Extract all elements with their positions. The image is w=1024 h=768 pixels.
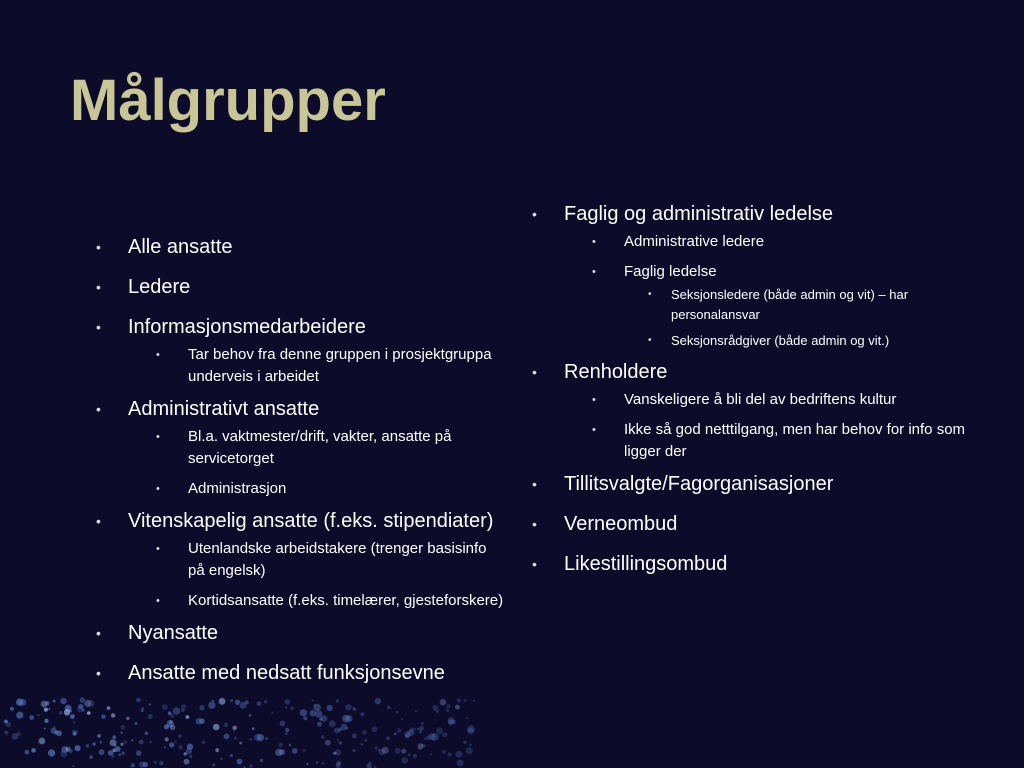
decor-dot — [170, 725, 176, 731]
decor-dot — [19, 699, 26, 706]
sub-sub-list-item-text: • Seksjonsledere (både admin og vit) – har personalansvar — [671, 287, 909, 322]
decor-dot — [419, 730, 422, 733]
sub-list-item — [128, 590, 506, 612]
decor-dot — [432, 705, 438, 711]
list-item-text: • Verneombud — [564, 513, 678, 535]
decor-dot — [249, 714, 252, 717]
decor-dot — [360, 743, 363, 746]
list-item-text: • Informasjonsmedarbeidere — [128, 316, 366, 338]
decor-dot — [165, 737, 169, 741]
decor-dot — [337, 739, 339, 741]
decor-dot — [466, 717, 468, 719]
decor-dot — [271, 711, 273, 713]
decor-dot — [16, 732, 20, 736]
decor-dot — [415, 710, 417, 712]
decor-dot — [466, 747, 473, 754]
decor-dot — [333, 752, 336, 755]
decor-dot — [369, 761, 371, 763]
list-item-text: • Likestillingsombud — [564, 553, 728, 575]
decor-dot — [442, 732, 447, 737]
decor-dot — [378, 749, 380, 751]
decor-dot — [215, 748, 219, 752]
sub-sub-list-item — [564, 285, 972, 325]
decor-dot — [265, 737, 268, 740]
decor-dot — [181, 708, 185, 712]
decor-dot — [37, 714, 40, 717]
decor-dot — [64, 709, 70, 715]
slide-title: Målgrupper — [70, 68, 386, 133]
decor-dot — [186, 715, 190, 719]
decor-dot — [70, 714, 75, 719]
sub-list-item-text: • Ikke så god netttilgang, men har behov for info som ligger der — [624, 421, 966, 460]
decor-dot — [233, 730, 235, 732]
decor-dot — [159, 761, 163, 765]
decor-dot — [168, 711, 172, 715]
decor-dot — [184, 759, 190, 765]
decor-dot — [120, 732, 122, 734]
decor-dot — [463, 741, 466, 744]
decor-dot — [285, 728, 289, 732]
decor-dot — [131, 763, 135, 767]
list-item — [532, 357, 972, 463]
decor-dot — [145, 731, 149, 735]
decor-dot — [235, 699, 240, 704]
decor-dot — [316, 761, 319, 764]
decor-dot — [397, 728, 401, 732]
decor-dot — [112, 735, 116, 739]
decor-dot — [245, 700, 249, 704]
right-column — [532, 199, 972, 589]
list-item — [532, 199, 972, 351]
decor-dot — [212, 764, 215, 767]
sub-list-item-text: • Kortidsansatte (f.eks. timelærer, gjesteforskere) — [188, 592, 504, 609]
decor-dot — [339, 741, 342, 744]
decor-dot — [352, 707, 356, 711]
decor-dot — [395, 748, 401, 754]
sub-sub-list-item — [564, 331, 972, 351]
decor-dot — [164, 746, 166, 748]
list-item — [96, 232, 506, 262]
sub-list-item — [564, 419, 972, 463]
decor-dot — [149, 741, 151, 743]
decor-dot — [101, 715, 105, 719]
decor-dot — [306, 763, 309, 766]
decor-dot — [224, 723, 228, 727]
decor-dot — [364, 739, 367, 742]
decor-dot — [446, 704, 450, 708]
decor-dot — [362, 730, 367, 735]
list-item-text: • Alle ansatte — [128, 236, 233, 258]
decor-dot — [375, 698, 381, 704]
decor-dot — [442, 750, 446, 754]
decor-dot — [139, 762, 145, 768]
decor-dot — [99, 741, 102, 744]
decor-dot — [239, 742, 242, 745]
decor-dot — [224, 734, 230, 740]
decor-dot — [417, 743, 423, 749]
decor-dot — [131, 739, 133, 741]
decor-dot — [292, 748, 298, 754]
decor-dot — [120, 725, 125, 730]
decor-dot — [124, 741, 127, 744]
decor-dot — [178, 734, 181, 737]
decor-dot — [136, 750, 142, 756]
sub-list-item-text: • Bl.a. vaktmester/drift, vakter, ansatte på servicetorget — [188, 428, 452, 467]
decor-dot — [329, 720, 336, 727]
list-item-text: • Administrativt ansatte — [128, 398, 320, 420]
decor-dot — [44, 728, 46, 730]
decor-dot — [183, 752, 187, 756]
decor-dot — [141, 709, 144, 712]
decor-dot — [387, 706, 391, 710]
decor-dot — [419, 726, 424, 731]
decor-dot — [111, 713, 115, 717]
decor-dot — [408, 754, 411, 757]
decor-dot — [372, 726, 378, 732]
sub-list-item — [128, 344, 506, 388]
decor-dot — [401, 757, 408, 764]
sub-list-item-text: • Tar behov fra denne gruppen i prosjektgruppa underveis i arbeidet — [188, 346, 492, 385]
decor-dot — [257, 734, 264, 741]
decor-dot — [312, 699, 314, 701]
list-item — [96, 312, 506, 388]
decor-dot — [87, 711, 91, 715]
sub-list-item-text: • Utenlandske arbeidstakere (trenger basisinfo på engelsk) — [188, 540, 487, 579]
decor-dot — [169, 742, 174, 747]
decor-dot — [162, 704, 168, 710]
decor-dot — [230, 699, 233, 702]
decor-dot — [325, 740, 331, 746]
decor-dot — [50, 728, 56, 734]
decor-dot — [455, 705, 460, 710]
decor-dot — [237, 759, 243, 765]
decor-dot — [338, 728, 341, 731]
decor-dot — [174, 741, 176, 743]
decor-dot — [97, 734, 101, 738]
decor-dot — [148, 714, 153, 719]
decor-dot — [77, 706, 84, 713]
decor-dot — [164, 724, 169, 729]
decor-dot — [336, 761, 341, 766]
decor-dot — [446, 709, 450, 713]
decor-dot — [220, 758, 223, 761]
decor-dot — [405, 734, 410, 739]
decor-dot — [16, 712, 23, 719]
sub-list-item-text: • Vanskeligere å bli del av bedriftens kultur — [624, 391, 897, 408]
decor-dot — [154, 761, 157, 764]
decor-dot — [414, 728, 416, 730]
sub-list-item — [564, 261, 972, 351]
decor-dot — [10, 707, 14, 711]
list-item — [96, 618, 506, 648]
sub-list-item-text: • Administrasjon — [188, 480, 287, 497]
decor-dot — [413, 754, 417, 758]
decor-dot — [4, 720, 8, 724]
list-item — [96, 658, 506, 688]
decor-dot — [219, 698, 226, 705]
decor-dot — [345, 704, 351, 710]
list-item — [96, 272, 506, 302]
decor-dot — [279, 749, 285, 755]
decor-dot — [41, 701, 48, 708]
decor-dot — [352, 733, 357, 738]
decor-dot — [322, 762, 325, 765]
decor-dot — [56, 730, 62, 736]
decor-dot — [80, 697, 85, 702]
decor-dot — [92, 742, 95, 745]
list-item-text: • Ansatte med nedsatt funksjonsevne — [128, 662, 445, 684]
sub-list-item — [564, 231, 972, 253]
decor-dot — [448, 719, 454, 725]
decor-dot — [289, 744, 292, 747]
decor-dot — [69, 749, 73, 753]
list-item-text: • Tillitsvalgte/Fagorganisasjoner — [564, 473, 834, 495]
decor-dot — [121, 743, 124, 746]
decor-dot — [249, 764, 253, 768]
list-item-text: • Nyansatte — [128, 622, 219, 644]
decor-dot — [336, 699, 339, 702]
decor-dot — [469, 743, 472, 746]
decor-dot — [149, 703, 151, 705]
decor-dot — [75, 745, 81, 751]
decor-dot — [212, 700, 214, 702]
decor-dot — [257, 701, 262, 706]
decor-dot — [353, 749, 356, 752]
decor-dot — [285, 732, 288, 735]
decor-dot — [436, 727, 443, 734]
decor-dot — [430, 753, 432, 755]
decor-dot — [199, 705, 204, 710]
sub-list-item — [128, 478, 506, 500]
decor-dot — [327, 705, 333, 711]
sub-list-item-text: • Administrative ledere — [624, 233, 765, 250]
decor-dot — [48, 708, 50, 710]
decor-dot — [39, 738, 46, 745]
decor-dot — [73, 721, 76, 724]
decor-dot — [139, 740, 144, 745]
decor-dot — [342, 715, 350, 723]
decor-dot — [264, 700, 268, 704]
sub-list-item — [564, 389, 972, 411]
list-item-text: • Vitenskapelig ansatte (f.eks. stipendiater) — [128, 510, 494, 532]
decor-dot — [367, 763, 372, 768]
list-item-text: • Renholdere — [564, 361, 668, 383]
decor-dot — [213, 724, 220, 731]
decor-dot — [208, 701, 215, 708]
decor-dot — [464, 699, 467, 702]
decor-dot — [115, 746, 121, 752]
decor-dot — [317, 722, 322, 727]
decor-dot — [303, 716, 307, 720]
decor-dot — [44, 719, 48, 723]
decor-dot — [99, 749, 105, 755]
decor-dot — [424, 738, 426, 740]
decor-dot — [230, 754, 233, 757]
decor-dot — [29, 715, 34, 720]
decor-dot — [87, 700, 94, 707]
decor-dot — [429, 733, 436, 740]
decor-dot — [421, 722, 424, 725]
decor-dot — [136, 698, 141, 703]
decor-dot — [86, 744, 90, 748]
decor-dot — [178, 745, 182, 749]
decor-dot — [396, 711, 399, 714]
decor-dot — [467, 725, 474, 732]
decor-dot — [199, 718, 205, 724]
decor-dot — [291, 706, 294, 709]
decor-dot — [69, 710, 72, 713]
decor-dot — [234, 737, 237, 740]
decor-dot — [25, 750, 30, 755]
decor-dot — [457, 760, 464, 767]
sub-sub-list-item-text: • Seksjonsrådgiver (både admin og vit.) — [671, 333, 890, 348]
decor-dot — [455, 751, 462, 758]
sub-list-item — [128, 426, 506, 470]
decor-dot — [417, 728, 419, 730]
decor-dot — [457, 698, 461, 702]
decor-dot — [360, 712, 364, 716]
decor-dot — [107, 706, 111, 710]
decor-dot — [401, 718, 403, 720]
decor-dot — [321, 715, 328, 722]
list-item — [96, 506, 506, 612]
decor-dot — [321, 735, 324, 738]
list-item — [532, 509, 972, 539]
decor-dot — [126, 717, 129, 720]
decor-dot — [314, 704, 321, 711]
decor-dot — [173, 707, 181, 715]
decor-dot — [473, 700, 475, 702]
decor-dot — [60, 698, 66, 704]
decor-dot — [121, 751, 124, 754]
decor-dot — [202, 741, 205, 744]
decor-dot — [59, 711, 63, 715]
decor-dot — [252, 727, 255, 730]
list-item — [532, 469, 972, 499]
decor-dot — [44, 708, 48, 712]
decor-dot — [440, 699, 447, 706]
list-item-text: • Faglig og administrativ ledelse — [564, 203, 834, 225]
decor-dot — [31, 748, 36, 753]
decor-dot — [73, 732, 77, 736]
left-column — [96, 232, 506, 698]
decor-dot — [181, 704, 186, 709]
decor-dot — [386, 736, 390, 740]
decor-dot — [189, 755, 192, 758]
decor-dot — [89, 755, 93, 759]
list-item — [96, 394, 506, 500]
list-item-text: • Ledere — [128, 276, 191, 298]
decor-dot — [382, 747, 389, 754]
decor-dot — [285, 699, 290, 704]
decor-dot — [53, 700, 56, 703]
decor-dot — [410, 727, 414, 731]
decor-dot — [72, 765, 74, 767]
decor-dot — [110, 739, 117, 746]
sub-list-item-text: • Faglig ledelse — [624, 263, 717, 280]
decor-dot — [135, 722, 138, 725]
decor-dot — [345, 726, 348, 729]
decor-dot — [285, 706, 287, 708]
decor-dot — [4, 731, 8, 735]
decor-dot — [232, 726, 237, 731]
decor-dot — [48, 749, 55, 756]
decor-dot — [394, 733, 397, 736]
decor-dot — [260, 759, 263, 762]
decor-dot — [280, 721, 286, 727]
list-item — [532, 549, 972, 579]
decor-dot — [249, 738, 252, 741]
decor-dot — [310, 710, 316, 716]
decor-dot — [118, 753, 121, 756]
decor-dot — [375, 746, 379, 750]
decor-dot — [447, 752, 451, 756]
decor-dot — [300, 709, 307, 716]
decor-dot — [108, 750, 114, 756]
decor-dot — [278, 743, 283, 748]
decor-dot — [401, 749, 406, 754]
decor-dot — [303, 749, 306, 752]
sub-list-item — [128, 538, 506, 582]
